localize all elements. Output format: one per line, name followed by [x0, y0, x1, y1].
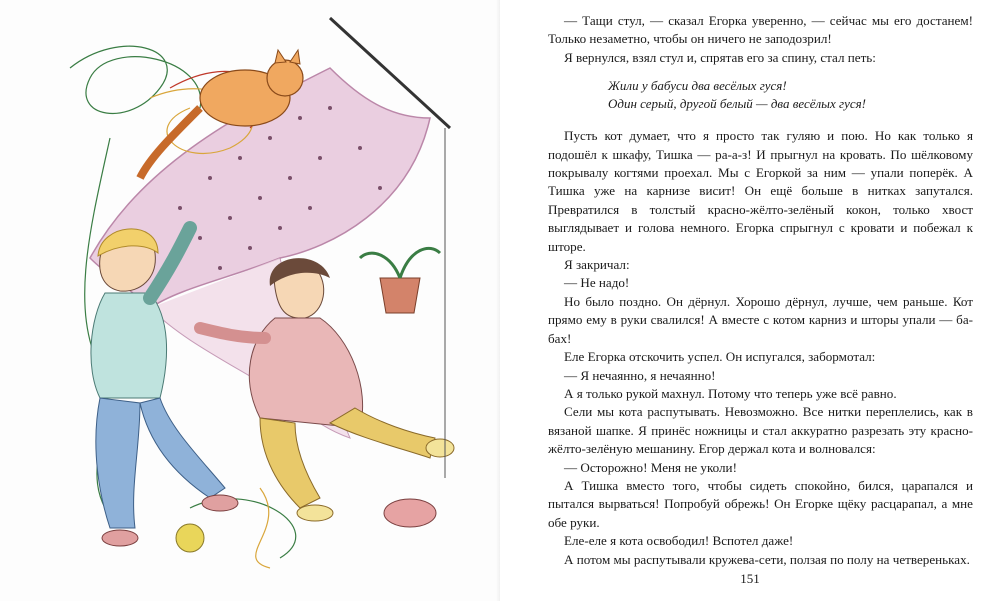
illustration	[30, 8, 470, 578]
page-number: 151	[740, 571, 760, 586]
verse-line: Жили у бабуси два весёлых гуся!	[608, 78, 787, 94]
paragraph: Но было поздно. Он дёрнул. Хорошо дёрнул, лучше, чем раньше. Кот прямо ему в руки свалился! А вместе с котом карниз и шторы упали — ба-бах!	[548, 293, 973, 346]
paragraph: Пусть кот думает, что я просто так гуляю и пою. Но как только я подошёл к шкафу, Тишка — ра-а-з! И прыгнул на кровать. По шёлковому покрывалу когтями проехал. Мы с Егоркой за ним — упали поперёк. А Тишка уже на карнизе висит! Он ещё больше в нитках запутался. Превратился в толстый красно-жёлто-зелёный кокон, только хвост выглядывает и голова немного. Егорка спрыгнул с кровати и побежал к шторе.	[548, 128, 973, 254]
yarn-ball	[176, 524, 204, 552]
paragraph: Еле-еле я кота освободил! Вспотел даже!	[564, 533, 794, 549]
slipper	[384, 499, 436, 527]
paragraph: А я только рукой махнул. Потому что теперь уже всё равно.	[564, 385, 897, 401]
song-verse	[608, 77, 973, 113]
paragraph: А Тишка вместо того, чтобы сидеть спокойно, бился, царапался и пытался вырваться! Попробуй обрежь! Он Егорке щёку расцарапал, а мне обе руки.	[548, 477, 973, 530]
story-text	[548, 12, 973, 569]
paragraph: — Тащи стул, — сказал Егорка уверенно, — сейчас мы его достанем! Только незаметно, чтобы он ничего не заподозрил!	[548, 13, 973, 47]
verse-line: Один серый, другой белый — два весёлых гуся!	[608, 96, 866, 112]
paragraph: Я вернулся, взял стул и, спрятав его за спину, стал петь:	[564, 49, 876, 65]
plant-pot	[360, 248, 440, 313]
paragraph: — Осторожно! Меня не уколи!	[564, 459, 737, 475]
paragraph: — Не надо!	[564, 275, 630, 291]
paragraph: Я закричал:	[564, 257, 630, 273]
paragraph: Сели мы кота распутывать. Невозможно. Все нитки переплелись, как в вязаной шапке. Я принёс ножницы и стал аккуратно разрезать эту красно-жёлто-зелёную мешанину. Егор держал кота и волновался:	[548, 404, 973, 457]
paragraph: — Я нечаянно, я нечаянно!	[564, 367, 716, 383]
paragraph: А потом мы распутывали кружева-сети, ползая по полу на четвереньках.	[564, 551, 970, 567]
paragraph: Еле Егорка отскочить успел. Он испугался, забормотал:	[564, 349, 876, 365]
